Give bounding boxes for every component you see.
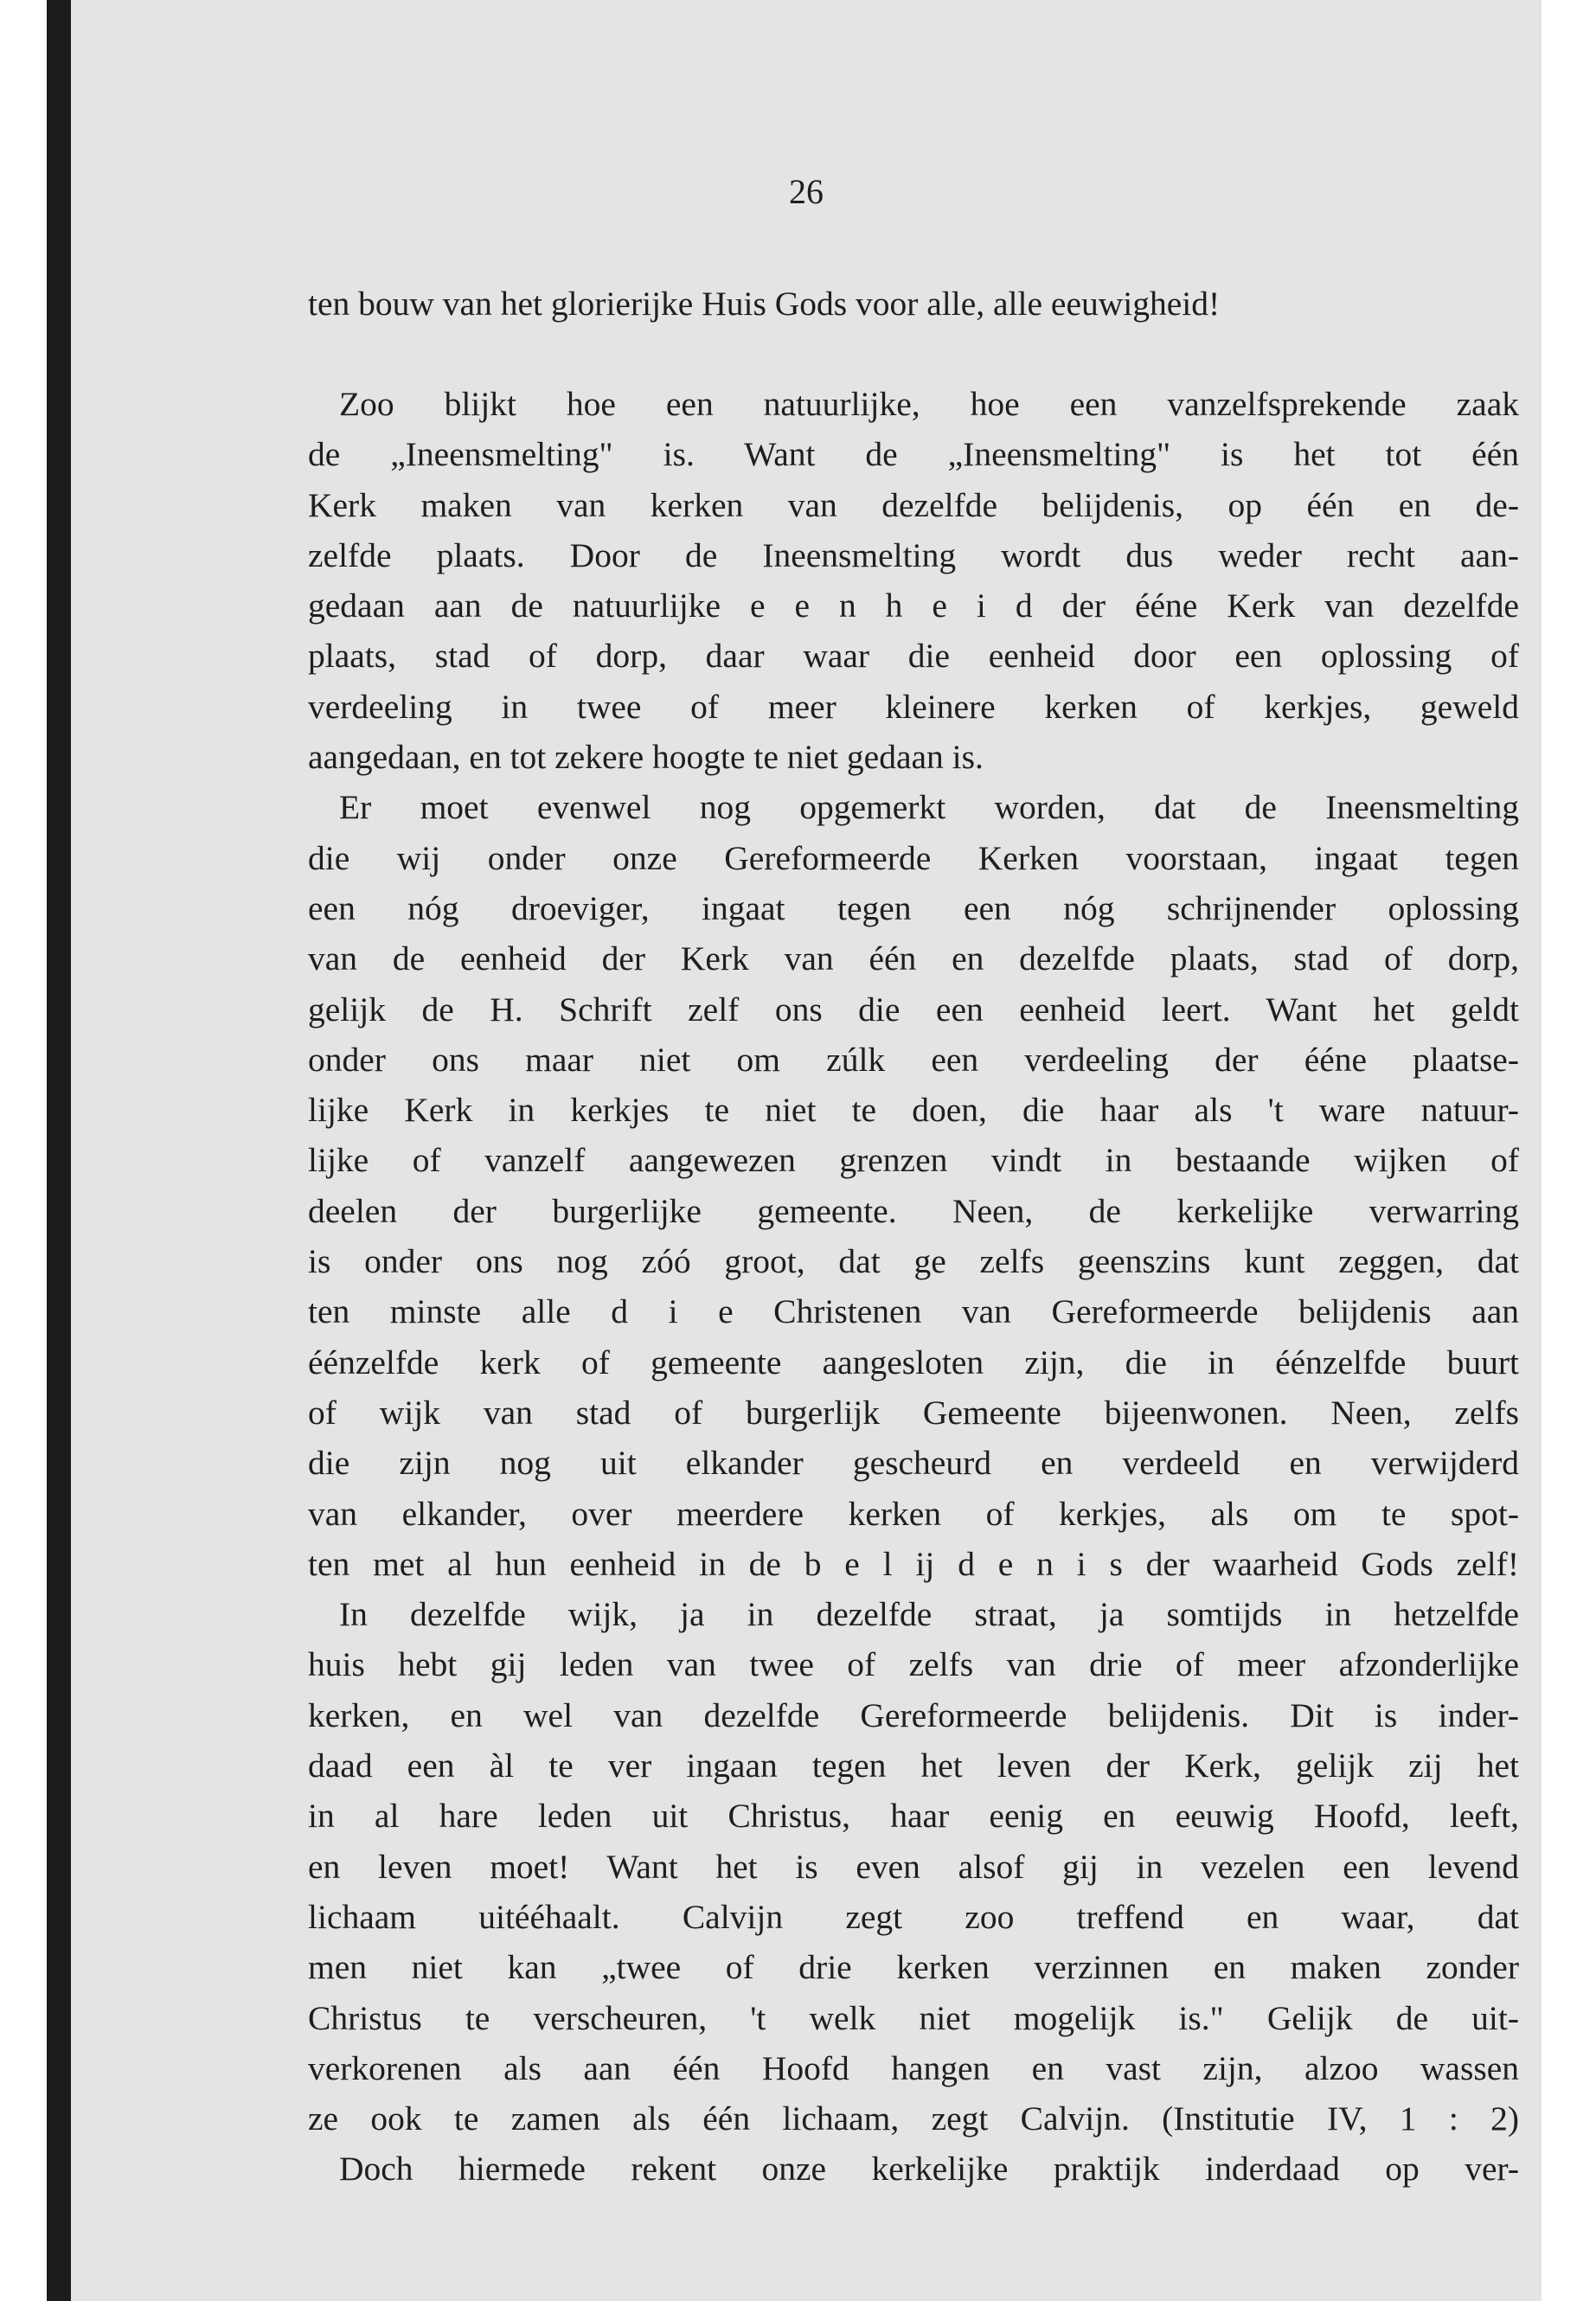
text-line: en leven moet! Want het is even alsof gij in vezelen een levend xyxy=(308,1847,1519,1886)
text-line: ze ook te zamen als één lichaam, zegt Calvijn. (Institutie IV, 1 : 2) xyxy=(308,2099,1519,2138)
text-line: zelfde plaats. Door de Ineensmelting wordt dus weder recht aan- xyxy=(308,535,1519,574)
book-binding-edge xyxy=(47,0,71,2301)
text-block-continuation xyxy=(308,279,1519,329)
text-line: in al hare leden uit Christus, haar eenig en eeuwig Hoofd, leeft, xyxy=(308,1797,1519,1836)
text-line: die wij onder onze Gereformeerde Kerken voorstaan, ingaat tegen xyxy=(308,838,1519,877)
text-line: Er moet evenwel nog opgemerkt worden, dat de Ineensmelting xyxy=(339,788,1519,827)
text-line: gelijk de H. Schrift zelf ons die een eenheid leert. Want het geldt xyxy=(308,990,1519,1029)
text-line: ten met al hun eenheid in de b e l ij d e n i s der waarheid Gods zelf! xyxy=(308,1544,1519,1583)
text-line: Doch hiermede rekent onze kerkelijke praktijk inderdaad op ver- xyxy=(339,2150,1519,2189)
text-line: plaats, stad of dorp, daar waar die eenheid door een oplossing of xyxy=(308,637,1519,676)
text-line: Zoo blijkt hoe een natuurlijke, hoe een vanzelfsprekende zaak xyxy=(339,385,1519,423)
text-line: men niet kan „twee of drie kerken verzinnen en maken zonder xyxy=(308,1948,1519,1987)
text-line: huis hebt gij leden van twee of zelfs van drie of meer afzonderlijke xyxy=(308,1645,1519,1684)
text-line: lijke of vanzelf aangewezen grenzen vindt in bestaande wijken of xyxy=(308,1141,1519,1180)
text-line: ten bouw van het glorierijke Huis Gods voor alle, alle eeuwigheid! xyxy=(308,285,1221,323)
text-line: verkorenen als aan één Hoofd hangen en vast zijn, alzoo wassen xyxy=(308,2048,1519,2087)
text-line: daad een àl te ver ingaan tegen het leven der Kerk, gelijk zij het xyxy=(308,1747,1519,1785)
text-line: lijke Kerk in kerkjes te niet te doen, die haar als 't ware natuur- xyxy=(308,1091,1519,1130)
text-line: verdeeling in twee of meer kleinere kerken of kerkjes, geweld xyxy=(308,687,1519,726)
text-line: is onder ons nog zóó groot, dat ge zelfs geenszins kunt zeggen, dat xyxy=(308,1242,1519,1281)
text-line: van de eenheid der Kerk van één en dezelfde plaats, stad of dorp, xyxy=(308,939,1519,978)
text-block-main xyxy=(308,379,1519,2195)
text-line: van elkander, over meerdere kerken of kerkjes, als om te spot- xyxy=(308,1494,1519,1533)
page-number: 26 xyxy=(789,172,824,211)
text-line: gedaan aan de natuurlijke e e n h e i d der ééne Kerk van dezelfde xyxy=(308,586,1519,625)
text-line: die zijn nog uit elkander gescheurd en verdeeld en verwijderd xyxy=(308,1444,1519,1483)
text-line: lichaam uitééhaalt. Calvijn zegt zoo treffend en waar, dat xyxy=(308,1897,1519,1936)
text-line: deelen der burgerlijke gemeente. Neen, de kerkelijke verwarring xyxy=(308,1191,1519,1230)
book-page xyxy=(71,0,1542,2301)
text-line: onder ons maar niet om zúlk een verdeeling der ééne plaatse- xyxy=(308,1040,1519,1079)
text-line: kerken, en wel van dezelfde Gereformeerde belijdenis. Dit is inder- xyxy=(308,1695,1519,1734)
text-line: of wijk van stad of burgerlijk Gemeente bijeenwonen. Neen, zelfs xyxy=(308,1393,1519,1432)
text-line: aangedaan, en tot zekere hoogte te niet gedaan is. xyxy=(308,738,984,777)
text-line: Christus te verscheuren, 't welk niet mogelijk is." Gelijk de uit- xyxy=(308,1998,1519,2037)
text-line: éénzelfde kerk of gemeente aangesloten zijn, die in éénzelfde buurt xyxy=(308,1343,1519,1381)
text-line: In dezelfde wijk, ja in dezelfde straat, ja somtijds in hetzelfde xyxy=(339,1595,1519,1634)
text-line: ten minste alle d i e Christenen van Gereformeerde belijdenis aan xyxy=(308,1292,1519,1331)
text-line: een nóg droeviger, ingaat tegen een nóg schrijnender oplossing xyxy=(308,888,1519,927)
text-line: de „Ineensmelting" is. Want de „Ineensmelting" is het tot één xyxy=(308,435,1519,474)
text-line: Kerk maken van kerken van dezelfde belijdenis, op één en de- xyxy=(308,485,1519,524)
